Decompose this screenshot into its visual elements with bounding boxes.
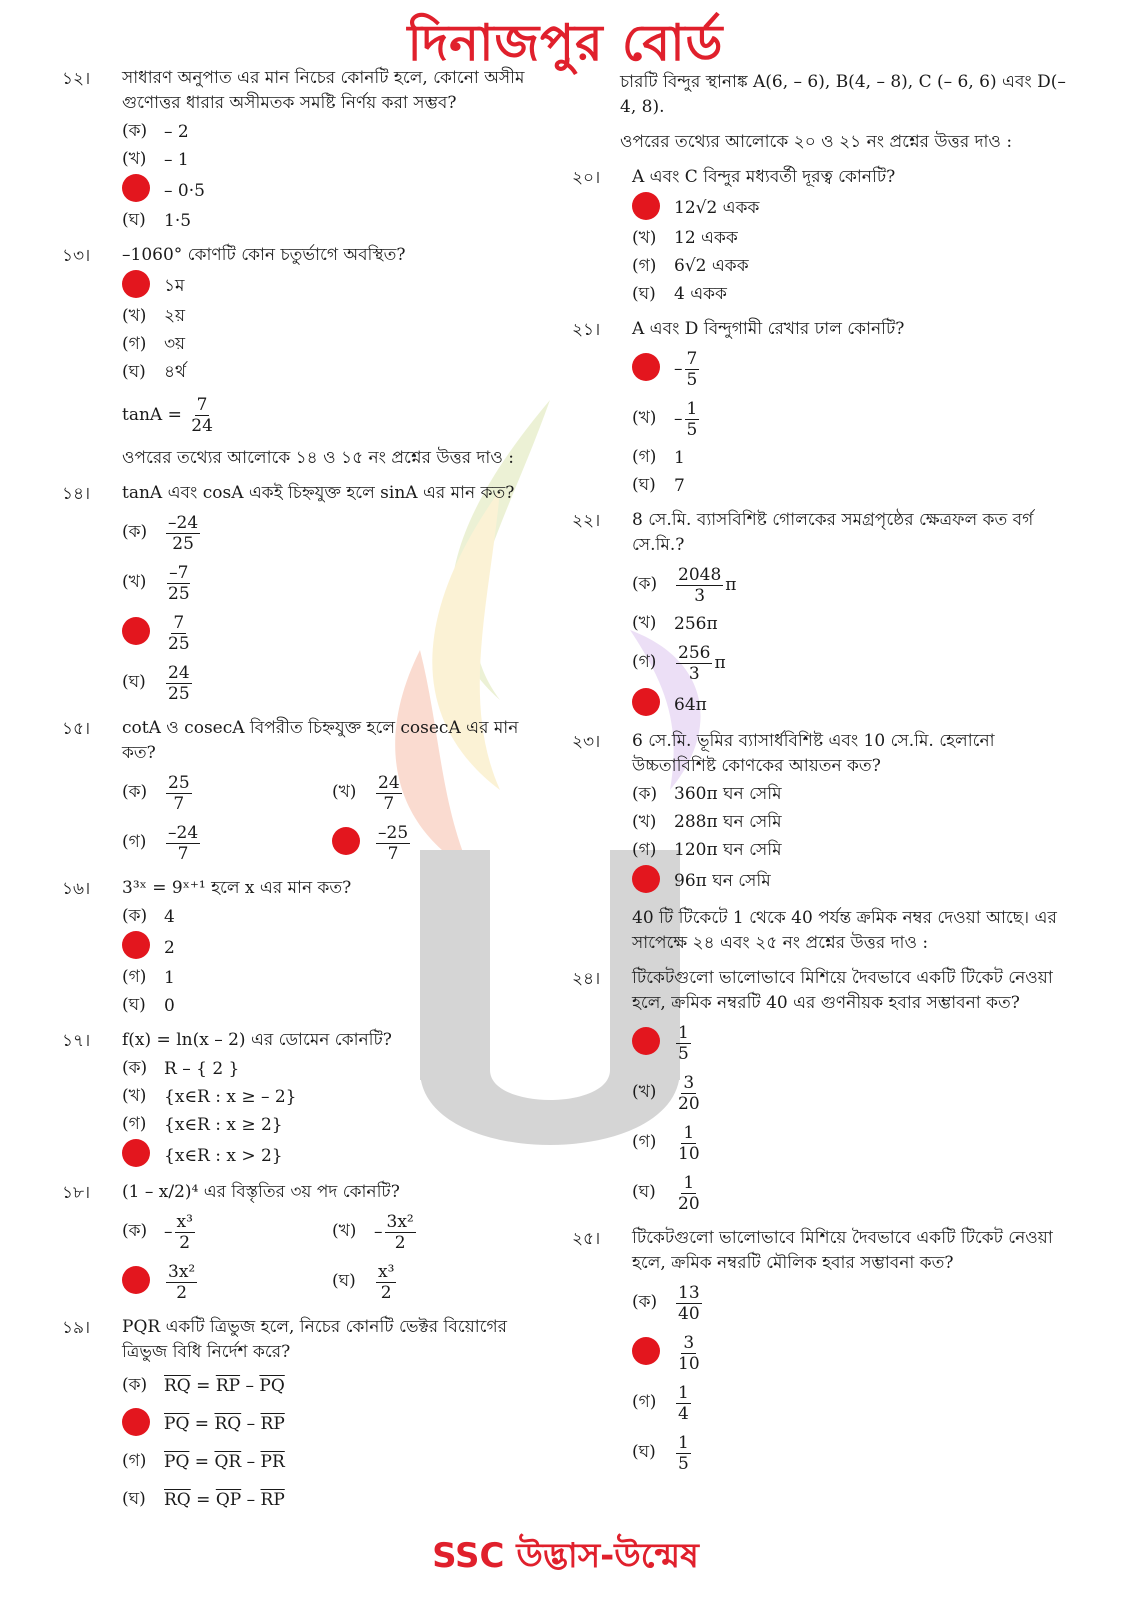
option-a-answer[interactable]: – $\frac{7}{5}$ [632,344,1072,394]
left-column [62,66,542,1527]
question-24 [572,966,1072,1218]
answer-mark-icon [632,192,660,220]
option-c-answer[interactable]: – 0·5 [122,174,542,207]
question-20 [572,165,1072,309]
question-number: ১৭। [62,1031,91,1051]
option-b[interactable]: (খ) 256π [632,613,718,634]
option-list [122,270,542,387]
answer-mark-icon [122,1139,150,1167]
answer-mark-icon [332,827,360,855]
right-column [572,66,1072,1486]
question-number: ২১। [572,320,601,340]
option-b[interactable]: (খ) – $\frac{1}{5}$ [632,398,698,440]
option-d[interactable]: (ঘ) $\frac{\text{x³}}{2}$ [332,1261,395,1303]
option-a[interactable]: (ক) – 2 [122,121,189,142]
option-b-answer[interactable]: $\overline{PQ}$ = $\overline{RQ}$ – $\overline{RP}$ [122,1405,542,1443]
question-number: ১৬। [62,879,91,899]
option-d-answer[interactable]: {x∈R : x > 2} [122,1139,542,1172]
stem-instruction: ওপরের তথ্যের আলোকে ২০ ও ২১ নং প্রশ্নের উত্তর দাও : [620,132,1013,152]
question-text: টিকেটগুলো ভালোভাবে মিশিয়ে দৈবভাবে একটি টিকেট নেওয়া হলে, ক্রমিক নম্বরটি মৌলিক হবার সম্ভাবনা কত? [632,1228,1053,1273]
question-text: A এবং D বিন্দুগামী রেখার ঢাল কোনটি? [632,319,905,339]
option-d[interactable]: (ঘ) 4 একক [632,284,727,304]
option-a[interactable]: (ক) 360π ঘন সেমি [632,784,782,804]
option-list [632,344,1072,500]
option-b-answer[interactable]: 2 [122,931,542,964]
info-stem-20-21 [620,70,1072,155]
answer-mark-icon [632,688,660,716]
option-b-answer[interactable]: $\frac{3}{10}$ [632,1328,1072,1378]
option-d-answer[interactable]: $\frac{-25}{7}$ [332,818,532,868]
info-stem-14-15 [122,395,542,471]
question-text: (1 – x/2)⁴ এর বিস্তৃতির ৩য় পদ কোনটি? [122,1182,400,1202]
option-a-answer[interactable]: 12√2 একক [632,192,1072,225]
question-16 [62,876,542,1020]
option-list [632,1278,1072,1478]
option-a[interactable]: (ক) $\frac{25}{7}$ [122,772,190,814]
option-c[interactable]: (গ) $\frac{-24}{7}$ [122,822,199,864]
option-c[interactable]: (গ) {x∈R : x ≥ 2} [122,1114,283,1135]
option-d[interactable]: (ঘ) ৪র্থ [122,362,187,382]
option-a[interactable]: (ক) $\frac{-24}{25}$ [122,512,199,554]
option-a-answer[interactable]: $\frac{1}{5}$ [632,1018,1072,1068]
question-text: –1060° কোণটি কোন চতুর্ভাগে অবস্থিত? [122,245,406,265]
option-b[interactable]: (খ) 12 একক [632,228,738,248]
question-number: ১২। [62,69,91,89]
option-a[interactable]: (ক) R – { 2 } [122,1058,240,1079]
question-text: PQR একটি ত্রিভুজ হলে, নিচের কোনটি ভেক্টর বিয়োগের ত্রিভুজ বিধি নির্দেশ করে? [122,1317,507,1362]
option-a[interactable]: (ক) $\frac{13}{40}$ [632,1282,700,1324]
option-list [122,1207,542,1307]
question-23 [572,729,1072,898]
option-a[interactable]: (ক) $\frac{2048}{3}$ π [632,564,737,606]
question-number: ২২। [572,511,601,531]
option-list [632,781,1072,898]
answer-mark-icon [122,931,150,959]
option-c[interactable]: (গ) $\overline{PQ}$ = $\overline{QR}$ – $\overline{PR}$ [122,1451,285,1472]
question-text: tanA এবং cosA একই চিহ্নযুক্ত হলে sinA এর মান কত? [122,483,515,503]
question-25 [572,1226,1072,1478]
question-text: 8 সে.মি. ব্যাসবিশিষ্ট গোলকের সমগ্রপৃষ্ঠের ক্ষেত্রফল কত বর্গ সে.মি.? [632,510,1034,555]
option-list [122,768,542,868]
option-c[interactable]: (গ) 6√2 একক [632,256,749,276]
answer-mark-icon [122,174,150,202]
question-14 [62,481,542,708]
option-list [122,1367,542,1519]
option-d[interactable]: (ঘ) $\frac{1}{5}$ [632,1432,689,1474]
question-text: সাধারণ অনুপাত এর মান নিচের কোনটি হলে, কোনো অসীম গুণোত্তর ধারার অসীমতক সমষ্টি নির্ণয় করা সম্ভব? [122,68,525,113]
question-text: cotA ও cosecA বিপরীত চিহ্নযুক্ত হলে cosecA এর মান কত? [122,718,519,763]
footer-brand: SSC উদ্ভাস-উন্মেষ [432,1536,699,1576]
question-number: ২০। [572,168,601,188]
answer-mark-icon [632,1027,660,1055]
option-a-answer[interactable]: ১ম [122,270,542,303]
question-12 [62,66,542,235]
answer-mark-icon [632,1337,660,1365]
question-21 [572,317,1072,500]
stem-lhs: tanA = [122,405,182,425]
board-title: দিনাজপুর বোর্ড [407,14,724,72]
option-c[interactable]: (গ) $\frac{256}{3}$ π [632,642,726,684]
answer-mark-icon [632,865,660,893]
option-d[interactable]: (ঘ) $\frac{1}{20}$ [632,1172,700,1214]
question-number: ১৩। [62,246,91,266]
question-text: 3³ˣ = 9ˣ⁺¹ হলে x এর মান কত? [122,878,352,898]
question-number: ১৫। [62,719,91,739]
question-number: ১৮। [62,1183,91,1203]
option-c[interactable]: (গ) 120π ঘন সেমি [632,840,782,860]
option-d[interactable]: (ঘ) 7 [632,475,685,496]
question-text: 6 সে.মি. ভূমির ব্যাসার্ধবিশিষ্ট এবং 10 সে.মি. হেলানো উচ্চতাবিশিষ্ট কোণকের আয়তন কত? [632,731,995,776]
option-b[interactable]: (খ) $\frac{-7}{25}$ [122,562,190,604]
question-22 [572,508,1072,721]
question-19 [62,1315,542,1519]
option-b[interactable]: (খ) – $\frac{\text{3x²}}{2}$ [332,1211,414,1253]
answer-mark-icon [632,353,660,381]
option-b[interactable]: (খ) ২য় [122,306,186,326]
option-c[interactable]: (গ) ৩য় [122,334,186,354]
question-number: ২৪। [572,969,601,989]
option-list [122,1055,542,1172]
option-d-answer[interactable]: 64π [632,688,1072,721]
info-stem-24-25: 40 টি টিকেটে 1 থেকে 40 পর্যন্ত ক্রমিক নম্বর দেওয়া আছে। এর সাপেক্ষে ২৪ এবং ২৫ নং প্রশ্নের উত্তর দাও : [632,908,1057,953]
option-list [122,118,542,235]
option-a[interactable]: (ক) $\overline{RQ}$ = $\overline{RP}$ – $\overline{PQ}$ [122,1375,285,1396]
option-list [632,1018,1072,1218]
option-list [122,903,542,1020]
stem-fraction: $\frac{7}{24}$ [191,395,213,436]
option-list [632,560,1072,721]
option-list [122,508,542,708]
option-d-answer[interactable]: 96π ঘন সেমি [632,865,1072,898]
option-d[interactable]: (ঘ) 1·5 [122,210,192,231]
question-text: f(x) = ln(x – 2) এর ডোমেন কোনটি? [122,1030,392,1050]
question-15 [62,716,542,868]
stem-points: চারটি বিন্দুর স্থানাঙ্ক A(6, – 6), B(4, – 8), C (– 6, 6) এবং D(– 4, 8). [620,72,1066,117]
question-number: ১৯। [62,1318,91,1338]
question-13 [62,243,542,387]
option-b[interactable]: (খ) 288π ঘন সেমি [632,812,782,832]
option-b[interactable]: (খ) $\frac{24}{7}$ [332,772,400,814]
option-b[interactable]: (খ) – 1 [122,149,189,170]
question-18 [62,1180,542,1307]
option-b[interactable]: (খ) $\frac{3}{20}$ [632,1072,700,1114]
question-text: A এবং C বিন্দুর মধ্যবর্তী দূরত্ব কোনটি? [632,167,896,187]
question-number: ১৪। [62,484,91,504]
answer-mark-icon [122,617,150,645]
option-b[interactable]: (খ) {x∈R : x ≥ – 2} [122,1086,297,1107]
option-a[interactable]: (ক) – $\frac{\text{x³}}{2}$ [122,1211,193,1253]
option-d[interactable]: (ঘ) 0 [122,995,175,1016]
option-c-answer[interactable]: $\frac{\text{3x²}}{2}$ [122,1257,322,1307]
question-text: টিকেটগুলো ভালোভাবে মিশিয়ে দৈবভাবে একটি টিকেট নেওয়া হলে, ক্রমিক নম্বরটি 40 এর গুণনীয়ক হবার সম্ভাবনা কত? [632,968,1053,1013]
question-17 [62,1028,542,1172]
option-c[interactable]: (গ) $\frac{1}{4}$ [632,1382,689,1424]
stem-instruction: ওপরের তথ্যের আলোকে ১৪ ও ১৫ নং প্রশ্নের উত্তর দাও : [122,448,515,468]
option-list [632,192,1072,309]
option-d[interactable]: (ঘ) $\overline{RQ}$ = $\overline{QP}$ – $\overline{RP}$ [122,1489,285,1510]
option-c[interactable]: (গ) $\frac{1}{10}$ [632,1122,700,1164]
option-c[interactable]: (গ) 1 [632,447,685,468]
question-number: ২৫। [572,1229,601,1249]
answer-mark-icon [122,1408,150,1436]
question-number: ২৩। [572,732,601,752]
option-a[interactable]: (ক) 4 [122,906,175,927]
answer-mark-icon [122,270,150,298]
answer-mark-icon [122,1266,150,1294]
option-d[interactable]: (ঘ) $\frac{24}{25}$ [122,662,190,704]
option-c[interactable]: (গ) 1 [122,967,175,988]
option-c-answer[interactable]: $\frac{7}{25}$ [122,608,542,658]
